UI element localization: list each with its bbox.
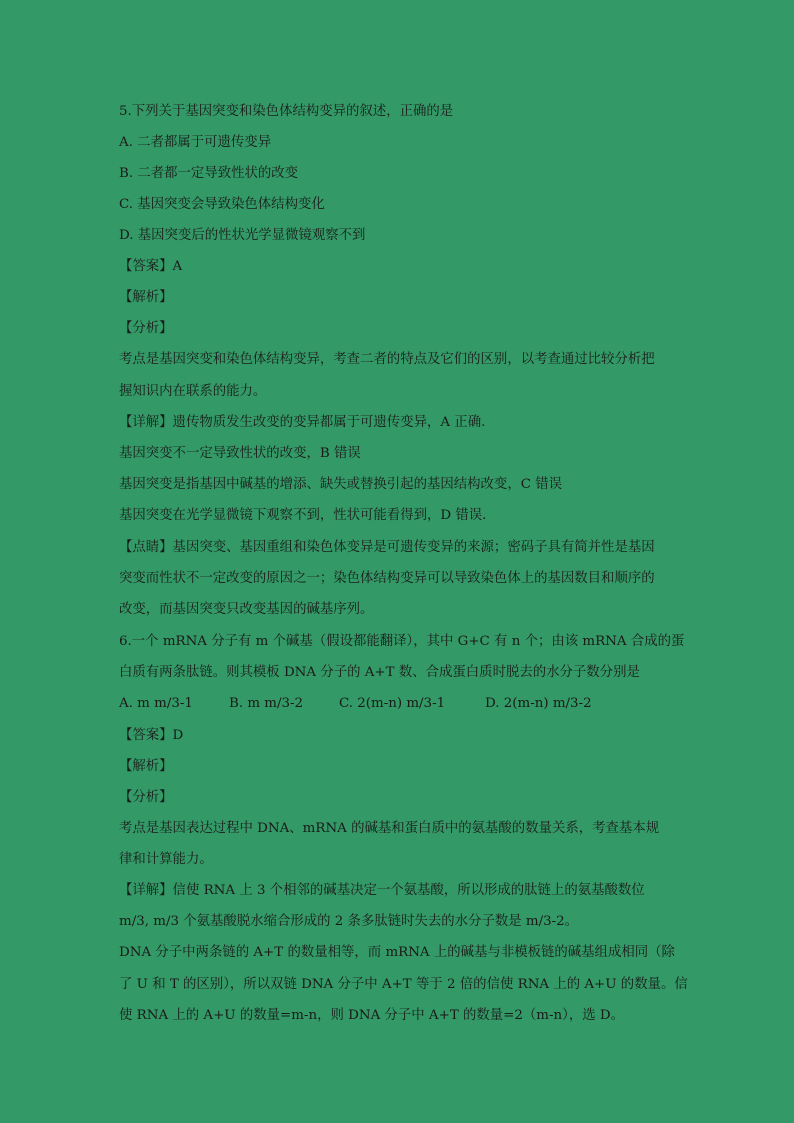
q5-option-c: C. 基因突变会导致染色体结构变化 — [119, 197, 325, 212]
q6-stem-line-2: 白质有两条肽链。则其模板 DNA 分子的 A+T 数、合成蛋白质时脱去的水分子数分别是 — [119, 665, 640, 680]
q6-jiexi-label: 【解析】 — [119, 759, 173, 774]
q6-analysis-line-2: 律和计算能力。 — [119, 852, 213, 867]
q6-option-b: B. m m/3-2 — [229, 696, 304, 711]
q6-detail-line-2: m/3, m/3 个氨基酸脱水缩合形成的 2 条多肽链时失去的水分子数是 m/3-2。 — [119, 914, 579, 929]
q5-option-a: A. 二者都属于可遗传变异 — [119, 135, 272, 150]
q6-option-c: C. 2(m-n) m/3-1 — [339, 696, 446, 711]
q5-jiexi-label: 【解析】 — [119, 290, 173, 305]
q6-stem-line-1: 6.一个 mRNA 分子有 m 个碱基（假设都能翻译），其中 G+C 有 n 个；由该 mRNA 合成的蛋 — [119, 634, 685, 649]
q6-option-d: D. 2(m-n) m/3-2 — [485, 696, 592, 711]
q5-detail-line-3: 基因突变是指基因中碱基的增添、缺失或替换引起的基因结构改变，C 错误 — [119, 477, 562, 492]
q6-fenxi-label: 【分析】 — [119, 790, 173, 805]
q6-option-a: A. m m/3-1 — [119, 696, 193, 711]
q5-answer: 【答案】A — [119, 259, 183, 274]
q6-detail-line-4: 了 U 和 T 的区别），所以双链 DNA 分子中 A+T 等于 2 倍的信使 RNA 上的 A+U 的数量。信 — [119, 977, 688, 992]
q5-analysis-line-2: 握知识内在联系的能力。 — [119, 384, 267, 399]
q5-fenxi-label: 【分析】 — [119, 321, 173, 336]
q6-detail-line-3: DNA 分子中两条链的 A+T 的数量相等，而 mRNA 上的碱基与非模板链的碱基组成相同（除 — [119, 945, 675, 960]
q6-analysis-line-1: 考点是基因表达过程中 DNA、mRNA 的碱基和蛋白质中的氨基酸的数量关系，考查基本规 — [119, 821, 660, 836]
q5-detail-line-1: 【详解】遗传物质发生改变的变异都属于可遗传变异，A 正确. — [119, 415, 486, 430]
q5-highlight-line-2: 突变而性状不一定改变的原因之一；染色体结构变异可以导致染色体上的基因数目和顺序的 — [119, 571, 655, 586]
q5-option-b: B. 二者都一定导致性状的改变 — [119, 166, 299, 181]
q6-detail-line-1: 【详解】信使 RNA 上 3 个相邻的碱基决定一个氨基酸，所以形成的肽链上的氨基酸数位 — [119, 883, 645, 898]
q5-option-d: D. 基因突变后的性状光学显微镜观察不到 — [119, 228, 366, 243]
q5-highlight-line-1: 【点睛】基因突变、基因重组和染色体变异是可遗传变异的来源；密码子具有简并性是基因 — [119, 540, 655, 555]
q6-detail-line-5: 使 RNA 上的 A+U 的数量=m-n，则 DNA 分子中 A+T 的数量=2（m-n），选 D。 — [119, 1008, 625, 1023]
q6-answer: 【答案】D — [119, 728, 184, 743]
q5-highlight-line-3: 改变，而基因突变只改变基因的碱基序列。 — [119, 602, 374, 617]
q5-detail-line-4: 基因突变在光学显微镜下观察不到，性状可能看得到，D 错误. — [119, 508, 487, 523]
q5-detail-line-2: 基因突变不一定导致性状的改变，B 错误 — [119, 446, 361, 461]
q5-analysis-line-1: 考点是基因突变和染色体结构变异，考查二者的特点及它们的区别，以考查通过比较分析把 — [119, 352, 655, 367]
q5-stem: 5.下列关于基因突变和染色体结构变异的叙述，正确的是 — [119, 104, 454, 119]
